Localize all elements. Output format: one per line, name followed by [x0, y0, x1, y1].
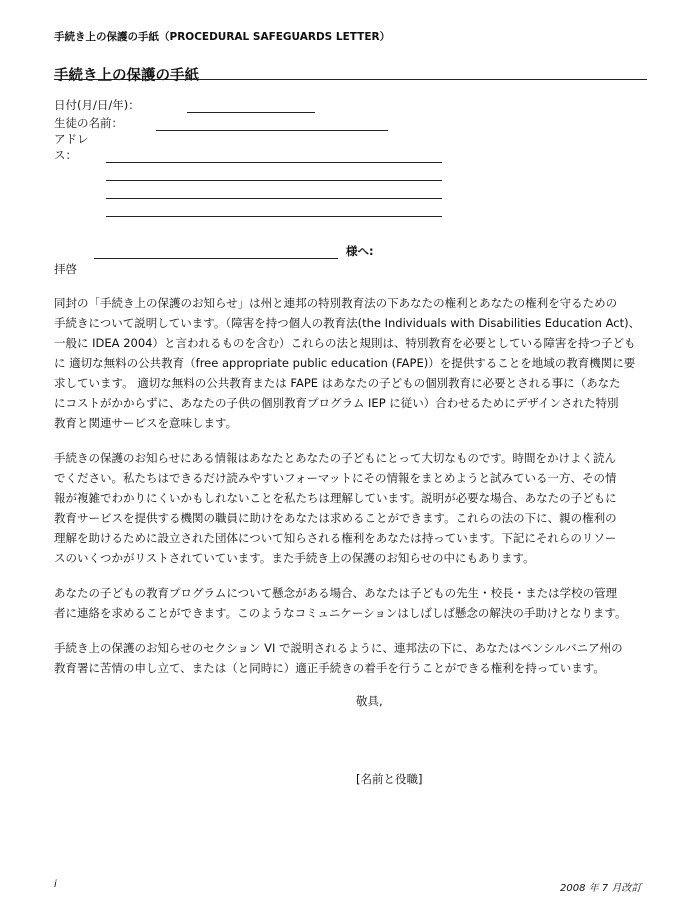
address-line-2[interactable]	[106, 180, 442, 181]
title-underline	[54, 79, 647, 80]
signature-placeholder: [名前と役職]	[356, 772, 423, 786]
paragraph-line: 者に連絡を求めることができます。このようなコミュニケーションはしばしば懸念の解決の手助けとなります。	[54, 606, 627, 620]
revision-date: 2008 年 7 月改訂	[560, 883, 642, 894]
page-number: i	[54, 879, 57, 890]
paragraph-line: 手続きの保護のお知らせにある情報はあなたとあなたの子どもにとって大切なものです。時間をかけよく読ん	[54, 451, 616, 465]
letter-title: 手続き上の保護の手紙	[54, 68, 199, 84]
date-field-line[interactable]	[187, 112, 315, 113]
paragraph-line: 理解を助けるために設立された団体について知らされる権利をあなたは持っています。下記にそれらのリソー	[54, 531, 617, 545]
address-line-4[interactable]	[106, 216, 442, 217]
paragraph-line: スのいくつかがリストされていています。また手続き上の保護のお知らせの中にもあります。	[54, 551, 535, 565]
recipient-name-line[interactable]	[94, 258, 338, 259]
body-paragraph-4	[54, 638, 654, 678]
paragraph-line: 教育と関連サービスを意味します。	[54, 416, 238, 430]
body-paragraph-3	[54, 583, 654, 623]
paragraph-line: 求しています。 適切な無料の公共教育または FAPE はあなたの子どもの個別教育に必要とされる事に（あなた	[54, 376, 621, 390]
address-line-1[interactable]	[106, 162, 442, 163]
running-header: 手続き上の保護の手紙（PROCEDURAL SAFEGUARDS LETTER）	[54, 31, 391, 43]
date-label: 日付(月/日/年)：	[54, 98, 140, 112]
address-label: アドレス：	[54, 132, 89, 162]
paragraph-line: にコストがかからずに、あなたの子供の個別教育プログラム IEP に従い）合わせるためにデザインされた特別	[54, 396, 619, 410]
paragraph-line: 同封の「手続き上の保護のお知らせ」は州と連邦の特別教育法の下あなたの権利とあなたの権利を守るための	[54, 296, 618, 310]
paragraph-line: 一般に IDEA 2004）と言われるものを含む）これらの法と規則は、特別教育を必要としている障害を持つ子ども	[54, 336, 636, 350]
recipient-suffix: 様へ:	[346, 244, 374, 258]
body-paragraph-2	[54, 448, 654, 568]
paragraph-line: 教育署に苦情の申し立て、または（と同時に）適正手続きの着手を行うことができる権利を持っています。	[54, 661, 605, 675]
student-name-field-line[interactable]	[156, 130, 388, 131]
paragraph-line: あなたの子どもの教育プログラムについて懸念がある場合、あなたは子どもの先生・校長・または学校の管理	[54, 586, 618, 600]
address-line-3[interactable]	[106, 198, 442, 199]
paragraph-line: 手続きについて説明しています。（障害を持つ個人の教育法(the Individuals with Disabilities Education Act)、	[54, 316, 641, 330]
paragraph-line: 報が複雑でわかりにくいかもしれないことを私たちは理解しています。説明が必要な場合、あなたの子どもに	[54, 491, 617, 505]
salutation: 拝啓	[54, 262, 77, 276]
paragraph-line: 手続き上の保護のお知らせのセクション VI で説明されるように、連邦法の下に、あなたはペンシルバニア州の	[54, 641, 623, 655]
paragraph-line: に 適切な無料の公共教育（free appropriate public education (FAPE)）を提供することを地域の教育機関に要	[54, 356, 636, 370]
paragraph-line: でください。私たちはできるだけ読みやすいフォーマットにその情報をまとめようと試みている一方、その情	[54, 471, 617, 485]
valediction: 敬具,	[356, 694, 383, 708]
paragraph-line: 教育サービスを提供する機関の職員に助けをあなたは求めることができます。これらの法の下に、親の権利の	[54, 511, 617, 525]
body-paragraph-1	[54, 293, 654, 433]
student-name-label: 生徒の名前：	[54, 116, 123, 130]
